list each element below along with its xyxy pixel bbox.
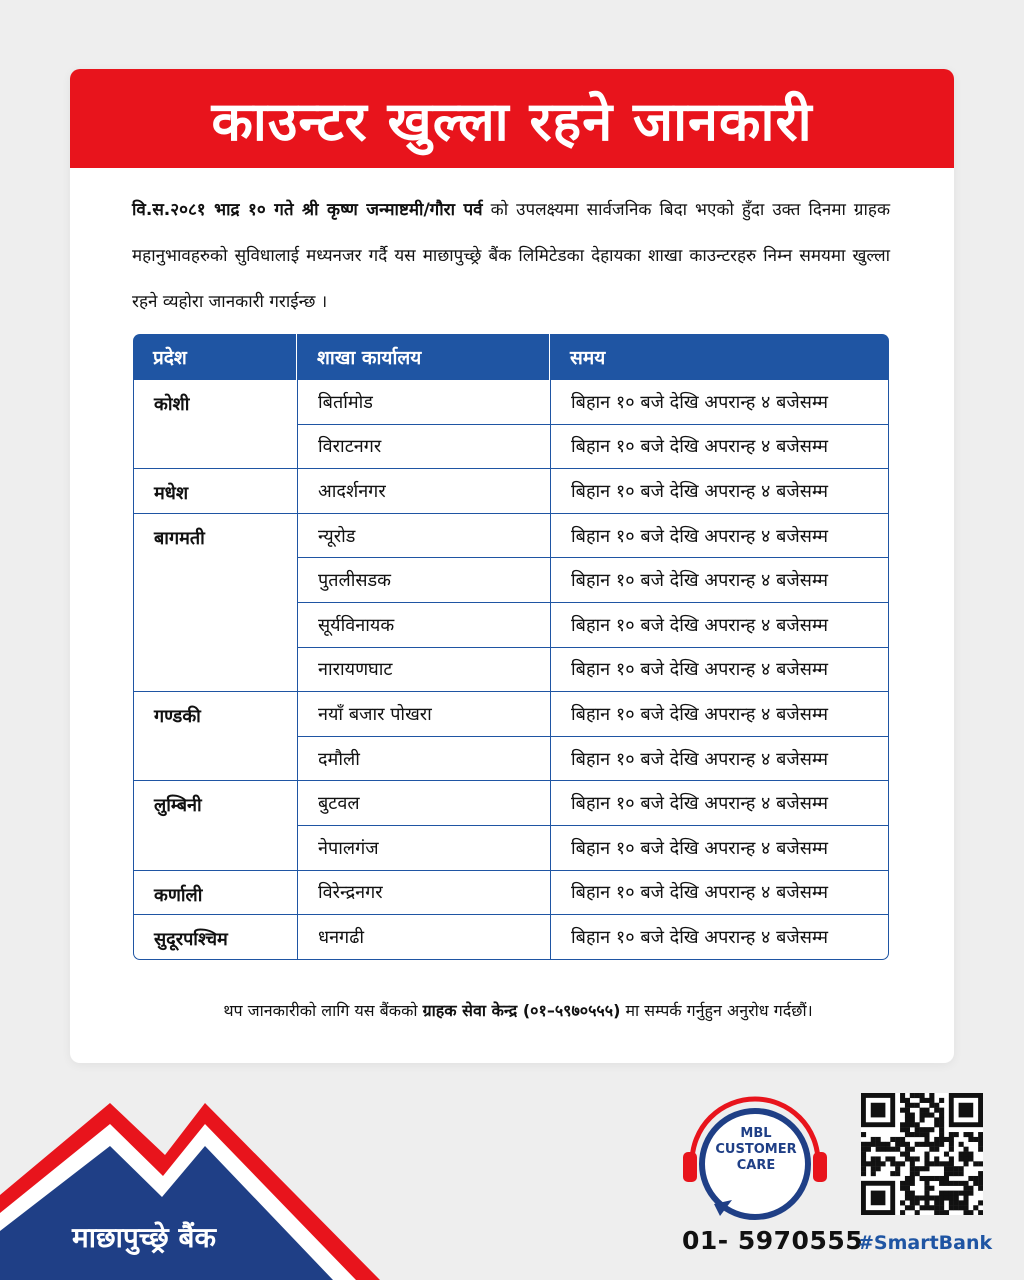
care-line-3: CARE bbox=[736, 1158, 776, 1173]
province-cell: कोशी bbox=[133, 380, 297, 469]
time-cell: बिहान १० बजे देखि अपरान्ह ४ बजेसम्म bbox=[550, 514, 889, 559]
branch-cell: नेपालगंज bbox=[297, 826, 550, 871]
branch-cell: विराटनगर bbox=[297, 425, 550, 470]
province-cell: सुदूरपश्चिम bbox=[133, 915, 297, 960]
province-cell: बागमती bbox=[133, 514, 297, 692]
contact-note-text: थप जानकारीको लागि यस बैंकको bbox=[223, 1001, 423, 1020]
branch-cell: बुटवल bbox=[297, 781, 550, 826]
branch-schedule-table bbox=[133, 334, 889, 960]
branch-cell: पुतलीसडक bbox=[297, 558, 550, 603]
branch-cell: न्यूरोड bbox=[297, 514, 550, 559]
care-line-2: CUSTOMER bbox=[715, 1142, 797, 1157]
table-row bbox=[133, 781, 889, 826]
bank-name-logo: माछापुच्छ्रे बैंक bbox=[72, 1221, 216, 1254]
smartbank-hashtag: #SmartBank bbox=[858, 1232, 993, 1254]
table-row bbox=[133, 469, 889, 514]
province-cell: मधेश bbox=[133, 469, 297, 514]
time-cell: बिहान १० बजे देखि अपरान्ह ४ बजेसम्म bbox=[550, 648, 889, 693]
contact-note-end: मा सम्पर्क गर्नुहुन अनुरोध गर्दछौं। bbox=[620, 1001, 813, 1020]
branch-cell: विरेन्द्रनगर bbox=[297, 871, 550, 916]
notice-title: काउन्टर खुल्ला रहने जानकारी bbox=[70, 69, 954, 168]
qr-code-icon bbox=[861, 1093, 983, 1215]
branch-cell: धनगढी bbox=[297, 915, 550, 960]
time-cell: बिहान १० बजे देखि अपरान्ह ४ बजेसम्म bbox=[550, 915, 889, 960]
branch-cell: नारायणघाट bbox=[297, 648, 550, 693]
table-row bbox=[133, 692, 889, 737]
intro-paragraph bbox=[132, 187, 890, 325]
branch-cell: दमौली bbox=[297, 737, 550, 782]
contact-note bbox=[128, 999, 908, 1021]
table-header-row bbox=[133, 334, 889, 380]
branch-cell: आदर्शनगर bbox=[297, 469, 550, 514]
customer-care-phone: 01- 5970555 bbox=[682, 1226, 864, 1255]
table-row bbox=[133, 915, 889, 960]
care-line-1: MBL bbox=[740, 1126, 772, 1141]
branch-cell: नयाँ बजार पोखरा bbox=[297, 692, 550, 737]
province-cell: गण्डकी bbox=[133, 692, 297, 781]
table-row bbox=[133, 871, 889, 916]
header-province: प्रदेश bbox=[133, 334, 297, 380]
notice-card bbox=[70, 69, 954, 1063]
time-cell: बिहान १० बजे देखि अपरान्ह ४ बजेसम्म bbox=[550, 871, 889, 916]
intro-bold: वि.स.२०८१ भाद्र १० गते श्री कृष्ण जन्माष्टमी/गौरा पर्व bbox=[132, 200, 483, 220]
branch-cell: बिर्तामोड bbox=[297, 380, 550, 425]
customer-care-label bbox=[702, 1126, 810, 1174]
time-cell: बिहान १० बजे देखि अपरान्ह ४ बजेसम्म bbox=[550, 380, 889, 425]
province-cell: कर्णाली bbox=[133, 871, 297, 916]
time-cell: बिहान १० बजे देखि अपरान्ह ४ बजेसम्म bbox=[550, 781, 889, 826]
time-cell: बिहान १० बजे देखि अपरान्ह ४ बजेसम्म bbox=[550, 692, 889, 737]
intro-text: को उपलक्ष्यमा सार्वजनिक बिदा भएको हुँदा उक्त दिनमा ग्राहक महानुभावहरुको सुविधालाई मध्यनजर गर्दै यस माछापुच्छ्रे बैंक लिमिटेडका देहायका शाखा काउन्टरहरु निम्न समयमा खुल्ला रहने व्यहोरा जानकारी गराईन्छ । bbox=[132, 200, 890, 312]
header-branch: शाखा कार्यालय bbox=[297, 334, 550, 380]
time-cell: बिहान १० बजे देखि अपरान्ह ४ बजेसम्म bbox=[550, 469, 889, 514]
time-cell: बिहान १० बजे देखि अपरान्ह ४ बजेसम्म bbox=[550, 737, 889, 782]
time-cell: बिहान १० बजे देखि अपरान्ह ४ बजेसम्म bbox=[550, 425, 889, 470]
header-time: समय bbox=[550, 334, 889, 380]
contact-note-bold: ग्राहक सेवा केन्द्र (०१–५९७०५५५) bbox=[422, 1001, 621, 1020]
table-row bbox=[133, 380, 889, 425]
time-cell: बिहान १० बजे देखि अपरान्ह ४ बजेसम्म bbox=[550, 603, 889, 648]
table-body bbox=[133, 380, 889, 960]
time-cell: बिहान १० बजे देखि अपरान्ह ४ बजेसम्म bbox=[550, 558, 889, 603]
branch-cell: सूर्यविनायक bbox=[297, 603, 550, 648]
province-cell: लुम्बिनी bbox=[133, 781, 297, 870]
time-cell: बिहान १० बजे देखि अपरान्ह ४ बजेसम्म bbox=[550, 826, 889, 871]
table-row bbox=[133, 514, 889, 559]
